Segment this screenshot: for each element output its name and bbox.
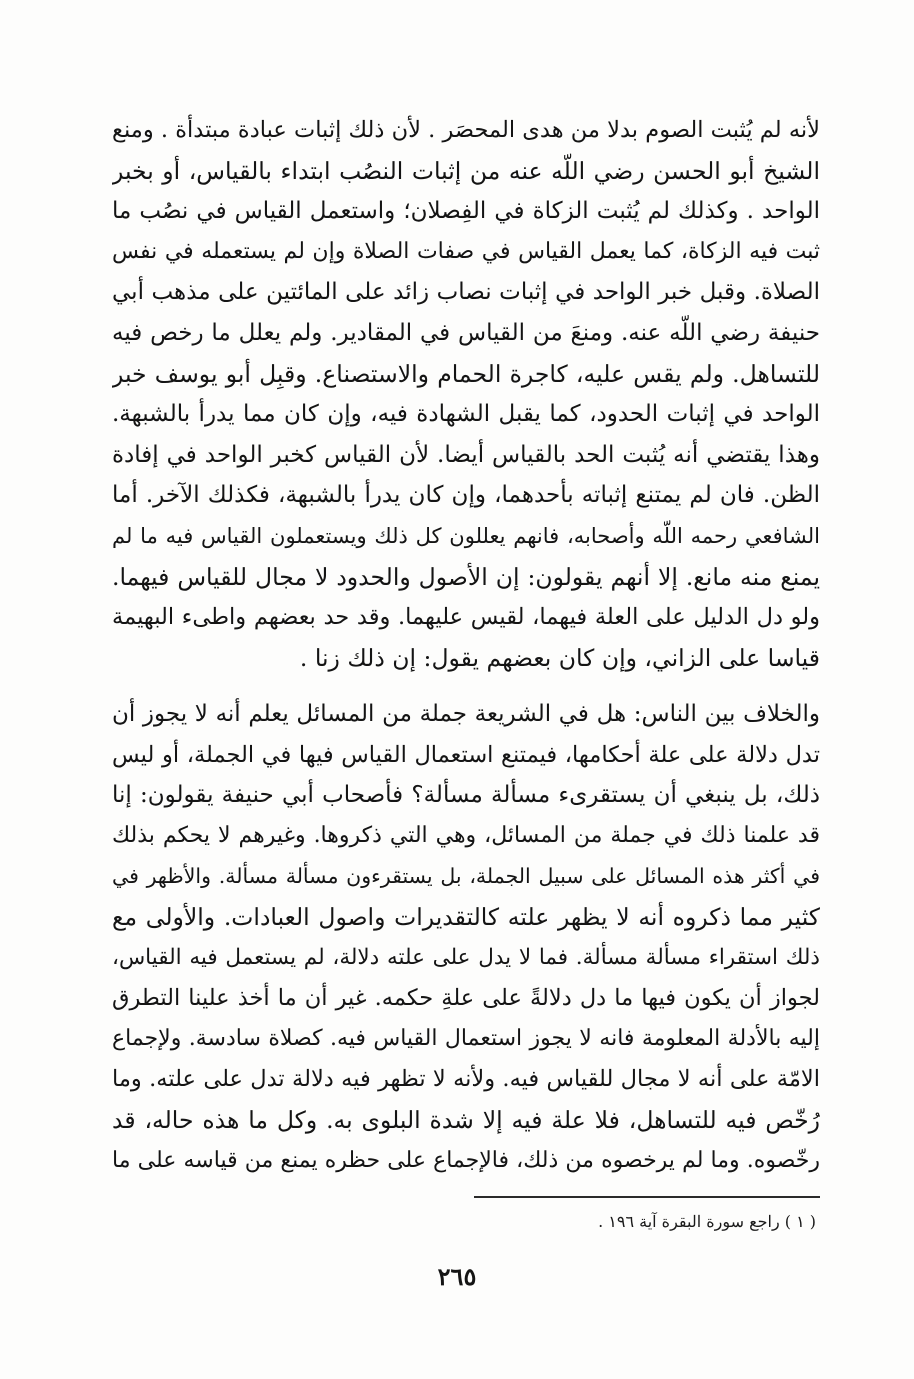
text-line: الشافعي رحمه اللّه وأصحابه، فانهم يعللون كل ذلك ويستعملون القياس فيه ما لم [112,523,820,548]
text-line: وهذا يقتضي أنه يُثبت الحد بالقياس أيضا. لأن القياس كخبر الواحد في إفادة [112,441,820,468]
text-line: الامّة على أنه لا مجال للقياس فيه. ولأنه لا تظهر فيه دلالة تدل على علته. وما [112,1066,820,1093]
text-line: الواحد في إثبات الحدود، كما يقبل الشهادة فيه، وإن كان مما يدرأ بالشبهة. [112,401,820,428]
text-line: كثير مما ذكروه أنه لا يظهر علته كالتقديرات واصول العبادات. والأولى مع [112,902,820,931]
paragraph-2 [112,694,820,1181]
text-line: للتساهل. ولم يقس عليه، كاجرة الحمام والاستصناع. وقبِل أبو يوسف خبر [112,359,820,388]
text-line: حنيفة رضي اللّه عنه. ومنعَ من القياس في المقادير. ولم يعلل ما رخص فيه [112,319,820,346]
text-line: ثبت فيه الزكاة، كما يعمل القياس في صفات الصلاة وإن لم يستعمله في نفس [112,238,820,264]
paragraph-1 [112,110,820,678]
text-line: إليه بالأدلة المعلومة فانه لا يجوز استعمال القياس فيه. كصلاة سادسة. ولإجماع [112,1025,820,1051]
footnote: ( ١ ) راجع سورة البقرة آية ١٩٦ . [598,1212,816,1231]
page-number: ٢٦٥ [437,1262,477,1291]
text-line: والخلاف بين الناس: هل في الشريعة جملة من المسائل يعلم أنه لا يجوز أن [112,701,820,727]
text-line: ذلك، بل ينبغي أن يستقرىء مسألة مسألة؟ فأصحاب أبي حنيفة يقولون: إنا [112,782,820,809]
text-line: الشيخ أبو الحسن رضي اللّه عنه من إثبات النصُب ابتداء بالقياس، أو بخبر [112,156,820,185]
text-line: رخّصوه. وما لم يرخصوه من ذلك، فالإجماع على حظره يمنع من قياسه على ما [112,1147,820,1173]
text-line: قياسا على الزاني، وإن كان بعضهم يقول: إن ذلك زنا . [299,643,820,672]
text-line: الواحد . وكذلك لم يُثبت الزكاة في الفِصلان؛ واستعمل القياس في نصُب ما [112,198,820,225]
text-line: الظن. فان لم يمتنع إثباته بأحدهما، وإن كان يدرأ بالشبهة، فكذلك الآخر. أما [112,482,820,509]
text-line: قد علمنا ذلك في جملة من المسائل، وهي التي ذكروها. وغيرهم لا يحكم بذلك [112,822,820,848]
text-line: تدل دلالة على علة أحكامها، فيمتنع استعمال القياس فيها في الجملة، أو ليس [112,741,820,768]
text-line: في أكثر هذه المسائل على سبيل الجملة، بل يستقرءون مسألة مسألة. والأظهر في [112,864,820,889]
text-line: ولو دل الدليل على العلة فيهما، لقيس عليهما. وقد حد بعضهم واطىء البهيمة [112,604,820,631]
text-line: لأنه لم يُثبت الصوم بدلا من هدى المحصَر . لأن ذلك إثبات عبادة مبتدأة . ومنع [112,117,820,143]
text-line: ذلك استقراء مسألة مسألة. فما لا يدل على علته دلالة، لم يستعمل فيه القياس، [112,944,820,970]
text-line: لجواز أن يكون فيها ما دل دلالةً على علةِ حكمه. غير أن ما أخذ علينا التطرق [112,985,820,1012]
text-line: يمنع منه مانع. إلا أنهم يقولون: إن الأصول والحدود لا مجال للقياس فيهما. [112,562,820,591]
text-line: رُخّص فيه للتساهل، فلا علة فيه إلا شدة البلوى به. وكل ما هذه حاله، قد [112,1105,820,1134]
text-line: الصلاة. وقبل خبر الواحد في إثبات نصاب زائد على المائتين على مذهب أبي [112,279,820,306]
footnote-divider [474,1196,820,1198]
